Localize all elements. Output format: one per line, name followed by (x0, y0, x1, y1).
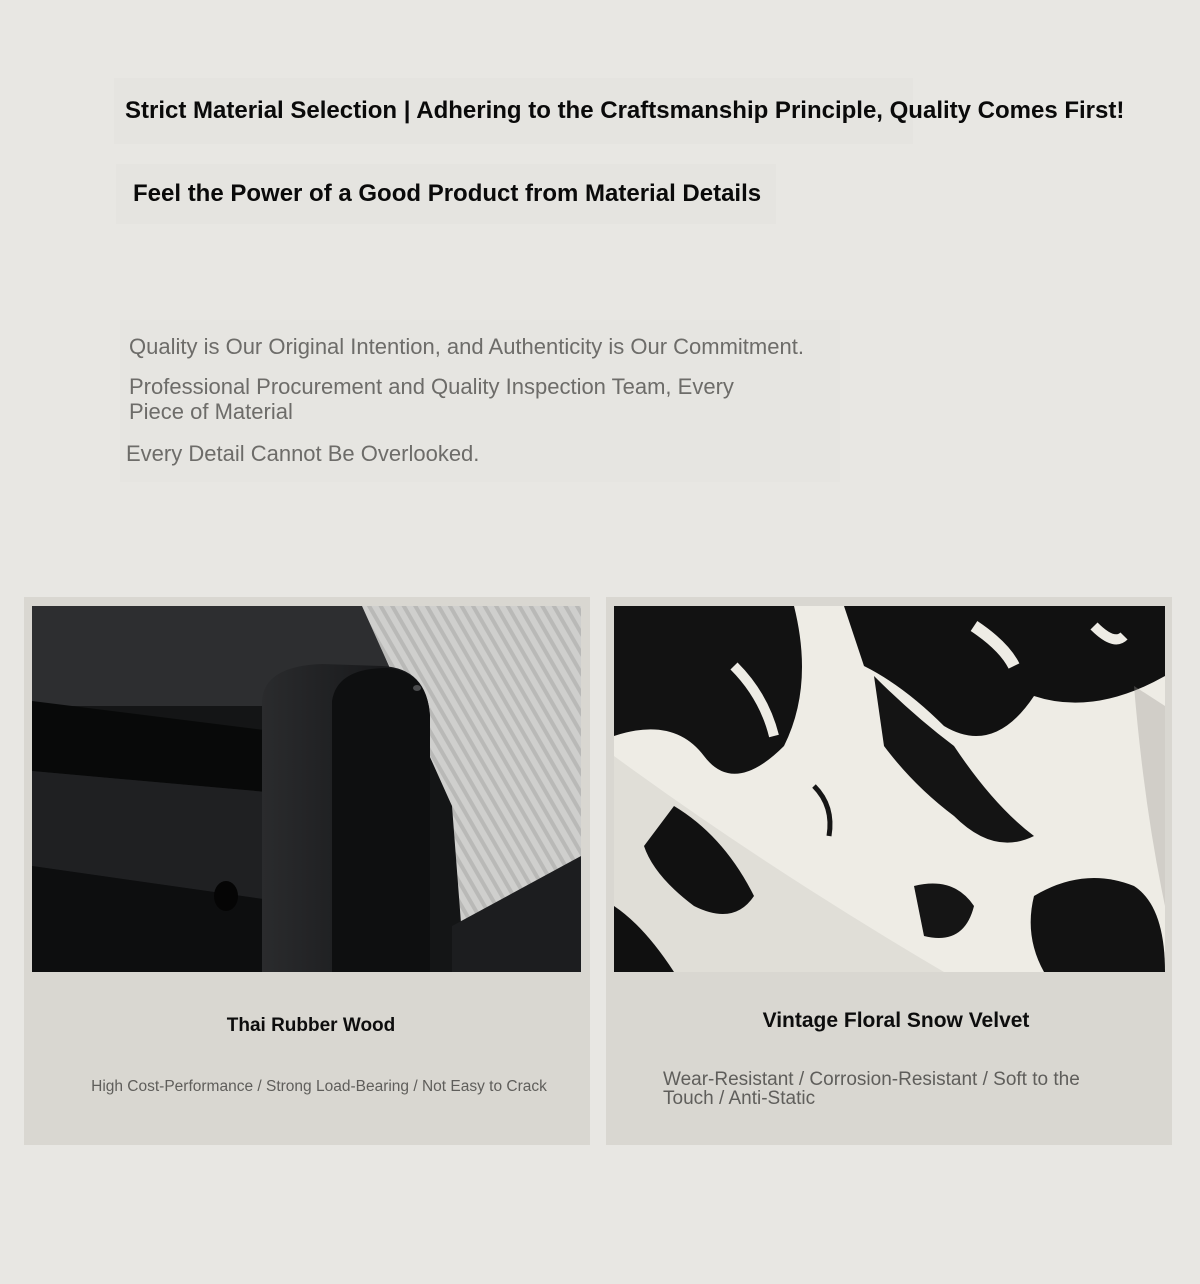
snow-velvet-illustration (614, 606, 1165, 972)
main-heading: Strict Material Selection | Adhering to the Craftsmanship Principle, Quality Comes First! (114, 78, 913, 144)
material-desc-rubber-wood: High Cost-Performance / Strong Load-Bearing / Not Easy to Crack (91, 1078, 547, 1095)
material-card-snow-velvet (606, 597, 1172, 1145)
tagline-detail: Every Detail Cannot Be Overlooked. (126, 441, 480, 466)
material-title-snow-velvet: Vintage Floral Snow Velvet (762, 1009, 1030, 1032)
tagline-procurement: Professional Procurement and Quality Inspection Team, Every Piece of Material (129, 374, 734, 424)
rubber-wood-illustration (32, 606, 581, 972)
material-desc-snow-velvet: Wear-Resistant / Corrosion-Resistant / Soft to the Touch / Anti-Static (663, 1069, 1080, 1109)
rubber-wood-photo (32, 606, 581, 972)
tagline-block (120, 320, 840, 482)
material-title-rubber-wood: Thai Rubber Wood (226, 1015, 396, 1036)
material-card-rubber-wood (24, 597, 590, 1145)
tagline-quality: Quality is Our Original Intention, and Authenticity is Our Commitment. (129, 334, 804, 359)
sub-heading: Feel the Power of a Good Product from Material Details (116, 164, 776, 224)
snow-velvet-photo (614, 606, 1165, 972)
